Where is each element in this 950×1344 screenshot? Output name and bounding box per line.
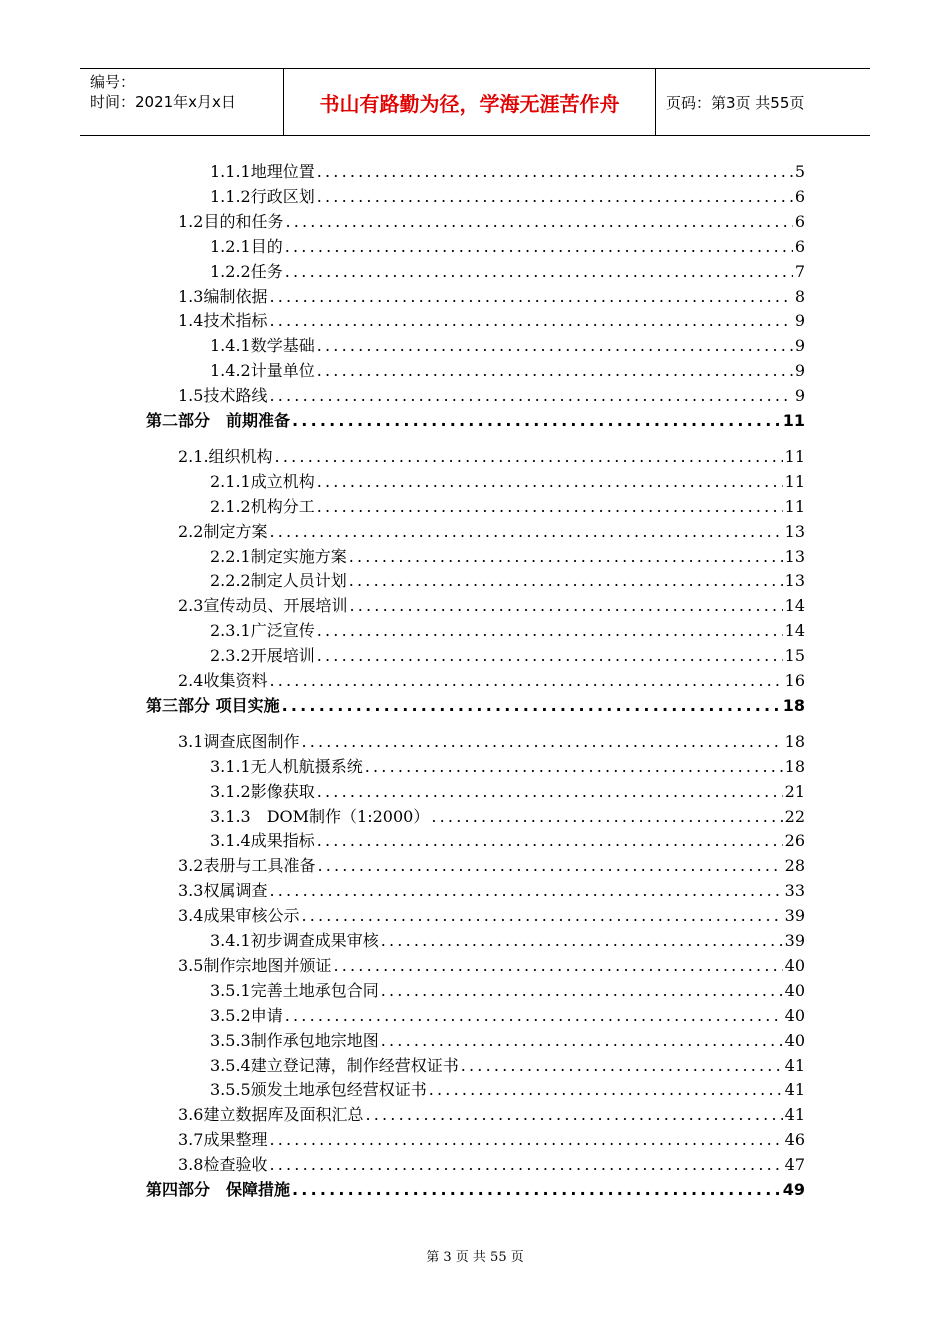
- toc-entry-label: 1.1.1地理位置: [210, 162, 315, 181]
- header-page-info: 页码：第3页 共55页: [666, 93, 805, 112]
- toc-entry[interactable]: [178, 904, 805, 928]
- toc-entry-label: 2.4收集资料: [178, 671, 268, 690]
- toc-entry-label: 2.3宣传动员、开展培训: [178, 596, 348, 616]
- toc-entry[interactable]: [210, 780, 805, 804]
- toc-entry-page: 18: [784, 756, 805, 776]
- toc-entry[interactable]: [210, 470, 805, 494]
- toc-dot-leader: [267, 669, 782, 693]
- toc-entry-page: 13: [784, 521, 805, 541]
- toc-entry[interactable]: [210, 235, 805, 259]
- toc-entry[interactable]: [210, 545, 805, 569]
- toc-entry[interactable]: [210, 495, 805, 519]
- toc-entry-label: 3.7成果整理: [178, 1130, 268, 1150]
- toc-entry-label: 3.4.1初步调查成果审核: [210, 931, 379, 950]
- toc-entry[interactable]: [210, 334, 805, 358]
- toc-entry-page: 9: [794, 386, 805, 406]
- toc-entry-label: 3.3权属调查: [178, 881, 268, 901]
- toc-entry-label: 1.2.2任务: [210, 261, 283, 281]
- toc-entry-page: 9: [794, 311, 805, 331]
- toc-entry-page: 40: [784, 980, 805, 1000]
- toc-entry-page: 21: [784, 781, 805, 801]
- toc-entry-page: 47: [784, 1155, 805, 1175]
- toc-dot-leader: [363, 1103, 782, 1127]
- toc-entry-label: 1.3编制依据: [178, 286, 268, 306]
- toc-dot-leader: [273, 445, 783, 469]
- toc-entry[interactable]: [210, 929, 805, 953]
- toc-entry-label: 1.4技术指标: [178, 311, 268, 331]
- toc-entry-page: 6: [794, 236, 805, 256]
- toc-dot-leader: [299, 730, 782, 754]
- toc-entry-label: 3.1调查底图制作: [178, 731, 300, 751]
- toc-dot-leader: [283, 235, 793, 259]
- toc-entry[interactable]: [178, 520, 805, 544]
- toc-entry-page: 41: [784, 1080, 805, 1100]
- toc-dot-leader: [363, 755, 783, 779]
- toc-entry-label: 3.5.3制作承包地宗地图: [210, 1030, 379, 1050]
- toc-entry-page: 41: [784, 1055, 805, 1075]
- toc-entry[interactable]: [210, 1054, 805, 1078]
- toc-entry-page: 11: [784, 496, 805, 516]
- toc-entry-label: 2.3.1广泛宣传: [210, 621, 315, 641]
- toc-entry-page: 11: [782, 411, 805, 430]
- toc-entry-label: 第二部分 前期准备: [146, 411, 291, 430]
- toc-entry-page: 6: [794, 211, 805, 231]
- document-number-label: 编号：: [90, 73, 136, 91]
- toc-dot-leader: [315, 644, 783, 668]
- toc-entry-page: 16: [784, 671, 805, 690]
- toc-entry-label: 1.4.1数学基础: [210, 336, 315, 356]
- toc-entry[interactable]: [210, 1029, 805, 1053]
- toc-entry-page: 26: [784, 831, 805, 851]
- toc-entry-label: 2.1.2机构分工: [210, 496, 315, 516]
- toc-entry[interactable]: [178, 730, 805, 754]
- toc-dot-leader: [267, 384, 792, 408]
- toc-dot-leader: [347, 569, 783, 593]
- toc-dot-leader: [267, 879, 782, 903]
- toc-entry-label: 3.5制作宗地图并颁证: [178, 955, 332, 975]
- toc-dot-leader: [315, 619, 783, 643]
- toc-part-heading[interactable]: [146, 1178, 805, 1202]
- toc-entry-page: 39: [784, 906, 805, 926]
- toc-dot-leader: [379, 929, 783, 953]
- toc-entry[interactable]: [210, 260, 805, 284]
- toc-entry[interactable]: [178, 879, 805, 903]
- toc-entry-page: 39: [784, 931, 805, 950]
- toc-entry[interactable]: [210, 619, 805, 643]
- toc-dot-leader: [315, 495, 783, 519]
- toc-dot-leader: [290, 409, 781, 433]
- toc-entry[interactable]: [178, 1103, 805, 1127]
- toc-part-heading[interactable]: [146, 694, 805, 718]
- toc-entry[interactable]: [210, 829, 805, 853]
- toc-dot-leader: [267, 1128, 782, 1152]
- toc-entry-page: 9: [794, 361, 805, 381]
- toc-entry[interactable]: [210, 1078, 805, 1102]
- toc-entry-page: 7: [794, 261, 805, 281]
- toc-entry[interactable]: [178, 854, 805, 878]
- toc-dot-leader: [347, 594, 782, 618]
- header-motto: 书山有路勤为径，学海无涯苦作舟: [284, 69, 656, 135]
- toc-entry-label: 2.1.组织机构: [178, 446, 273, 466]
- toc-entry-label: 3.8检查验收: [178, 1155, 268, 1175]
- toc-entry-label: 3.1.3 DOM制作（1:2000）: [210, 806, 430, 826]
- toc-entry-label: 3.5.1完善土地承包合同: [210, 980, 379, 1000]
- toc-entry-label: 2.2.2制定人员计划: [210, 571, 347, 591]
- toc-entry[interactable]: [178, 445, 805, 469]
- toc-entry-page: 14: [784, 621, 805, 641]
- toc-dot-leader: [315, 334, 793, 358]
- toc-dot-leader: [283, 210, 792, 234]
- toc-entry-page: 18: [784, 731, 805, 751]
- toc-entry[interactable]: [178, 594, 805, 618]
- toc-entry-page: 8: [794, 286, 805, 306]
- toc-entry-label: 3.4成果审核公示: [178, 906, 300, 926]
- toc-dot-leader: [283, 1004, 783, 1028]
- toc-dot-leader: [379, 979, 783, 1003]
- toc-entry[interactable]: [210, 160, 805, 184]
- toc-entry-label: 3.5.2申请: [210, 1005, 283, 1025]
- toc-dot-leader: [459, 1054, 783, 1078]
- toc-entry-page: 15: [784, 646, 805, 666]
- toc-entry-label: 3.5.4建立登记薄，制作经营权证书: [210, 1055, 459, 1075]
- page-footer: 第 3 页 共 55 页: [426, 1250, 524, 1265]
- toc-entry-label: 1.5技术路线: [178, 386, 268, 406]
- toc-entry[interactable]: [178, 1153, 805, 1177]
- toc-dot-leader: [315, 780, 783, 804]
- toc-entry-label: 第四部分 保障措施: [146, 1180, 291, 1199]
- toc-dot-leader: [315, 359, 793, 383]
- toc-entry-page: 13: [784, 546, 805, 566]
- toc-entry-page: 11: [784, 471, 805, 491]
- toc-entry-label: 3.1.4成果指标: [210, 831, 315, 851]
- toc-entry-label: 第三部分 项目实施: [146, 695, 280, 715]
- toc-entry[interactable]: [178, 954, 805, 978]
- toc-dot-leader: [315, 160, 793, 184]
- toc-dot-leader: [379, 1029, 783, 1053]
- toc-entry-page: 9: [794, 336, 805, 356]
- toc-dot-leader: [315, 185, 793, 209]
- page-header: [80, 68, 870, 136]
- toc-entry-label: 1.2.1目的: [210, 236, 283, 256]
- toc-entry-page: 49: [782, 1180, 805, 1199]
- toc-dot-leader: [267, 520, 782, 544]
- toc-dot-leader: [290, 1178, 781, 1202]
- toc-entry-page: 5: [794, 162, 805, 181]
- toc-entry-label: 2.2.1制定实施方案: [210, 546, 347, 566]
- toc-dot-leader: [429, 805, 782, 829]
- toc-entry-label: 2.1.1成立机构: [210, 471, 315, 491]
- toc-dot-leader: [267, 309, 792, 333]
- toc-dot-leader: [299, 904, 782, 928]
- toc-dot-leader: [315, 470, 783, 494]
- toc-entry-label: 3.2表册与工具准备: [178, 856, 316, 876]
- toc-dot-leader: [331, 954, 782, 978]
- toc-entry-page: 6: [794, 186, 805, 206]
- toc-entry[interactable]: [210, 805, 805, 829]
- toc-entry-page: 46: [784, 1130, 805, 1150]
- toc-entry-page: 40: [784, 955, 805, 975]
- toc-dot-leader: [315, 829, 783, 853]
- toc-entry[interactable]: [210, 1004, 805, 1028]
- toc-entry-page: 11: [784, 446, 805, 466]
- toc-entry-label: 2.3.2开展培训: [210, 646, 315, 666]
- toc-dot-leader: [347, 545, 783, 569]
- toc-entry-label: 1.4.2计量单位: [210, 361, 315, 381]
- toc-entry-page: 14: [784, 596, 805, 616]
- toc-entry-page: 28: [784, 856, 805, 876]
- toc-entry-page: 18: [782, 695, 805, 715]
- toc-entry-label: 1.1.2行政区划: [210, 186, 315, 206]
- toc-entry-page: 13: [784, 571, 805, 591]
- toc-dot-leader: [315, 854, 782, 878]
- toc-dot-leader: [267, 285, 792, 309]
- toc-entry-page: 41: [784, 1105, 805, 1125]
- toc-entry-page: 22: [784, 806, 805, 826]
- toc-entry-label: 3.1.1无人机航摄系统: [210, 756, 363, 776]
- toc-dot-leader: [283, 260, 793, 284]
- toc-dot-leader: [280, 694, 781, 718]
- toc-entry-label: 1.2目的和任务: [178, 211, 284, 231]
- toc-entry-label: 2.2制定方案: [178, 521, 268, 541]
- toc-entry[interactable]: [210, 644, 805, 668]
- document-date: 时间：2021年x月x日: [90, 93, 236, 111]
- toc-entry-page: 33: [784, 881, 805, 901]
- toc-entry[interactable]: [178, 1128, 805, 1152]
- toc-entry[interactable]: [210, 569, 805, 593]
- toc-entry[interactable]: [210, 755, 805, 779]
- toc-dot-leader: [267, 1153, 782, 1177]
- toc-entry[interactable]: [178, 669, 805, 693]
- toc-entry[interactable]: [210, 979, 805, 1003]
- header-meta: [80, 69, 284, 135]
- toc-entry-page: 40: [784, 1005, 805, 1025]
- toc-entry-page: 40: [784, 1030, 805, 1050]
- toc-entry[interactable]: [178, 309, 805, 333]
- toc-entry-label: 3.1.2影像获取: [210, 781, 315, 801]
- toc-part-heading[interactable]: [146, 409, 805, 433]
- toc-entry[interactable]: [178, 384, 805, 408]
- toc-entry[interactable]: [178, 210, 805, 234]
- toc-entry[interactable]: [210, 185, 805, 209]
- toc-entry[interactable]: [210, 359, 805, 383]
- toc-entry-label: 3.6建立数据库及面积汇总: [178, 1105, 364, 1125]
- toc-entry[interactable]: [178, 285, 805, 309]
- toc-entry-label: 3.5.5颁发土地承包经营权证书: [210, 1080, 427, 1100]
- toc-dot-leader: [427, 1078, 783, 1102]
